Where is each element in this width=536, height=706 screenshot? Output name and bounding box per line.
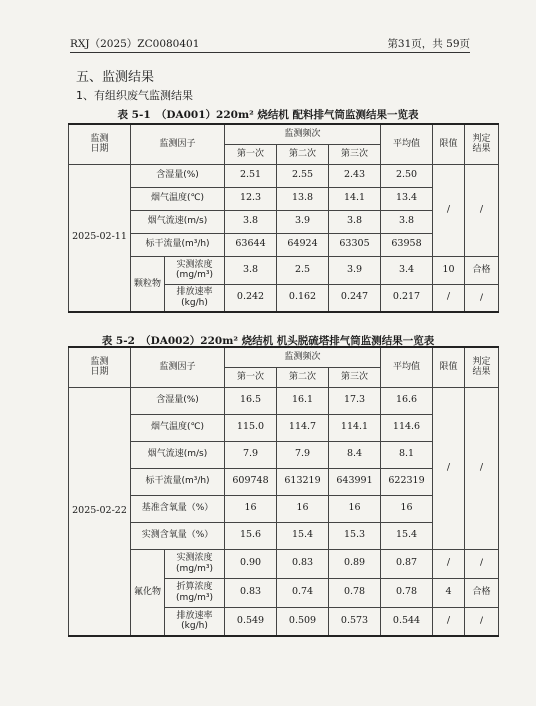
value-first: 2.51	[225, 164, 277, 187]
limit-value: /	[433, 607, 465, 636]
value-average: 8.1	[381, 441, 433, 468]
col-header-second: 第二次	[277, 367, 329, 387]
value-second: 15.4	[277, 522, 329, 549]
monitoring-date: 2025-02-11	[69, 164, 131, 312]
value-third: 0.247	[329, 284, 381, 312]
col-header-judgement: 判定 结果	[465, 347, 499, 387]
value-third: 0.89	[329, 549, 381, 578]
limit-value: 10	[433, 256, 465, 284]
value-first: 15.6	[225, 522, 277, 549]
monitoring-date: 2025-02-22	[69, 387, 131, 636]
value-first: 12.3	[225, 187, 277, 210]
judgement-value: 合格	[465, 578, 499, 607]
factor-label: 含湿量(%)	[131, 387, 225, 414]
value-third: 15.3	[329, 522, 381, 549]
factor-label: 含湿量(%)	[131, 164, 225, 187]
judgement-value: /	[465, 284, 499, 312]
value-first: 16.5	[225, 387, 277, 414]
factor-label: 排放速率 (kg/h)	[165, 284, 225, 312]
col-header-limit: 限值	[433, 124, 465, 164]
judgement-value: /	[465, 607, 499, 636]
table2-caption: 表 5-2 （DA002）220m² 烧结机 机头脱硫塔排气筒监测结果一览表	[101, 335, 435, 347]
header-row	[69, 124, 499, 144]
limit-value: 4	[433, 578, 465, 607]
col-header-second: 第二次	[277, 144, 329, 164]
factor-label: 标干流量(m³/h)	[131, 468, 225, 495]
value-second: 2.55	[277, 164, 329, 187]
limit-value: /	[433, 164, 465, 256]
value-second: 613219	[277, 468, 329, 495]
value-first: 609748	[225, 468, 277, 495]
limit-value: /	[433, 549, 465, 578]
value-first: 3.8	[225, 256, 277, 284]
col-header-average: 平均值	[381, 124, 433, 164]
pollutant-label: 颗粒物	[131, 256, 165, 312]
value-first: 0.549	[225, 607, 277, 636]
col-header-third: 第三次	[329, 367, 381, 387]
factor-label: 排放速率 (kg/h)	[165, 607, 225, 636]
factor-label: 实测含氧量（%）	[131, 522, 225, 549]
value-average: 114.6	[381, 414, 433, 441]
value-second: 13.8	[277, 187, 329, 210]
factor-label: 基准含氧量（%）	[131, 495, 225, 522]
value-third: 114.1	[329, 414, 381, 441]
table-row	[69, 549, 499, 578]
value-third: 643991	[329, 468, 381, 495]
col-header-frequency: 监测频次	[225, 124, 381, 144]
value-first: 3.8	[225, 210, 277, 233]
col-header-factor: 监测因子	[131, 347, 225, 387]
value-average: 3.4	[381, 256, 433, 284]
value-third: 8.4	[329, 441, 381, 468]
section-title: 五、监测结果	[76, 70, 155, 85]
subsection-title: 1、有组织废气监测结果	[76, 89, 193, 102]
value-third: 3.8	[329, 210, 381, 233]
pollutant-label: 氟化物	[131, 549, 165, 636]
value-average: 622319	[381, 468, 433, 495]
value-second: 16.1	[277, 387, 329, 414]
judgement-value: /	[465, 549, 499, 578]
factor-label: 烟气温度(℃)	[131, 187, 225, 210]
value-third: 63305	[329, 233, 381, 256]
value-average: 0.544	[381, 607, 433, 636]
value-average: 16.6	[381, 387, 433, 414]
value-third: 3.9	[329, 256, 381, 284]
col-header-judgement: 判定 结果	[465, 124, 499, 164]
value-second: 2.5	[277, 256, 329, 284]
header-row	[69, 347, 499, 367]
value-first: 0.83	[225, 578, 277, 607]
value-second: 0.509	[277, 607, 329, 636]
col-header-first: 第一次	[225, 144, 277, 164]
table2	[68, 346, 499, 637]
factor-label: 实测浓度 (mg/m³)	[165, 549, 225, 578]
value-average: 0.87	[381, 549, 433, 578]
col-header-frequency: 监测频次	[225, 347, 381, 367]
judgement-value: /	[465, 164, 499, 256]
value-third: 0.573	[329, 607, 381, 636]
value-average: 63958	[381, 233, 433, 256]
page-header	[70, 36, 470, 50]
table-row	[69, 164, 499, 187]
col-header-limit: 限值	[433, 347, 465, 387]
page-number: 第31页，共 59页	[387, 38, 470, 50]
value-first: 115.0	[225, 414, 277, 441]
value-average: 3.8	[381, 210, 433, 233]
col-header-factor: 监测因子	[131, 124, 225, 164]
value-second: 16	[277, 495, 329, 522]
value-second: 64924	[277, 233, 329, 256]
value-first: 0.90	[225, 549, 277, 578]
value-first: 16	[225, 495, 277, 522]
value-second: 7.9	[277, 441, 329, 468]
value-first: 0.242	[225, 284, 277, 312]
factor-label: 烟气流速(m/s)	[131, 210, 225, 233]
value-average: 0.78	[381, 578, 433, 607]
value-third: 14.1	[329, 187, 381, 210]
limit-value: /	[433, 284, 465, 312]
limit-value: /	[433, 387, 465, 549]
table-row	[69, 256, 499, 284]
factor-label: 标干流量(m³/h)	[131, 233, 225, 256]
value-first: 7.9	[225, 441, 277, 468]
table1-caption: 表 5-1 （DA001）220m² 烧结机 配料排气筒监测结果一览表	[117, 109, 419, 121]
col-header-date: 监测 日期	[69, 347, 131, 387]
factor-label: 烟气流速(m/s)	[131, 441, 225, 468]
value-third: 17.3	[329, 387, 381, 414]
value-average: 13.4	[381, 187, 433, 210]
value-average: 0.217	[381, 284, 433, 312]
table1	[68, 123, 499, 313]
value-third: 16	[329, 495, 381, 522]
factor-label: 折算浓度 (mg/m³)	[165, 578, 225, 607]
value-second: 0.74	[277, 578, 329, 607]
value-average: 2.50	[381, 164, 433, 187]
value-third: 2.43	[329, 164, 381, 187]
value-second: 0.162	[277, 284, 329, 312]
value-average: 16	[381, 495, 433, 522]
value-second: 114.7	[277, 414, 329, 441]
col-header-first: 第一次	[225, 367, 277, 387]
col-header-date: 监测 日期	[69, 124, 131, 164]
col-header-average: 平均值	[381, 347, 433, 387]
value-third: 0.78	[329, 578, 381, 607]
header-divider	[70, 52, 470, 53]
value-first: 63644	[225, 233, 277, 256]
judgement-value: /	[465, 387, 499, 549]
factor-label: 烟气温度(℃)	[131, 414, 225, 441]
col-header-third: 第三次	[329, 144, 381, 164]
factor-label: 实测浓度 (mg/m³)	[165, 256, 225, 284]
table-row	[69, 387, 499, 414]
doc-id: RXJ（2025）ZC0080401	[70, 38, 200, 50]
value-second: 0.83	[277, 549, 329, 578]
value-average: 15.4	[381, 522, 433, 549]
value-second: 3.9	[277, 210, 329, 233]
judgement-value: 合格	[465, 256, 499, 284]
